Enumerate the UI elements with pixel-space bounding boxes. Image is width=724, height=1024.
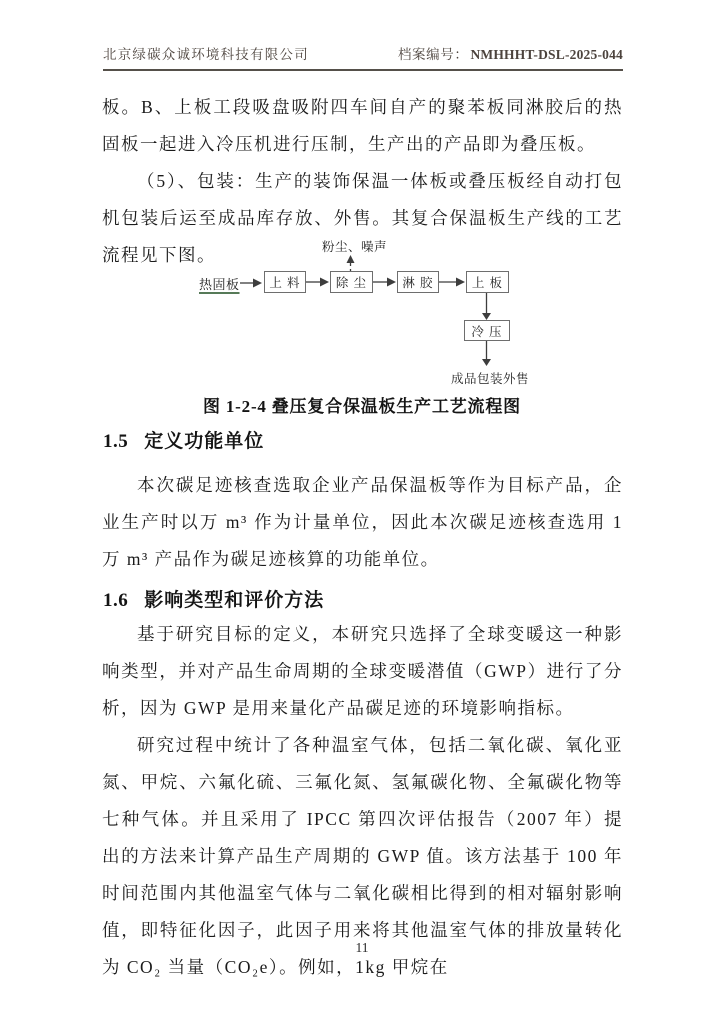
paragraph-gwp: 基于研究目标的定义，本研究只选择了全球变暖这一种影响类型，并对产品生命周期的全球变暖潜值（GWP）进行了分析，因为 GWP 是用来量化产品碳足迹的环境影响指标。 bbox=[102, 624, 623, 718]
flowchart-emission-label: 粉尘、噪声 bbox=[322, 240, 388, 254]
flowchart-step-box-cold-pressing: 冷 压 bbox=[464, 320, 510, 341]
paragraph-functional-unit: 本次碳足迹核查选取企业产品保温板等作为目标产品，企业生产时以万 m³ 作为计量单位，因此本次碳足迹核查选用 1 万 m³ 产品作为碳足迹核算的功能单位。 bbox=[102, 475, 623, 569]
paragraph-packaging: （5）、包装：生产的装饰保温一体板或叠压板经自动打包机包装后运至成品库存放、外售。其复合保温板生产线的工艺流程见下图。 bbox=[102, 171, 623, 265]
section-number: 1.6 bbox=[103, 590, 129, 611]
paragraph-board-continuation: 板。B、上板工段吸盘吸附四车间自产的聚苯板同淋胶后的热固板一起进入冷压机进行压制，生产出的产品即为叠压板。 bbox=[102, 97, 623, 154]
flowchart-step-box-loading: 上 料 bbox=[264, 271, 306, 293]
section-title: 定义功能单位 bbox=[144, 431, 265, 452]
page-header bbox=[103, 46, 623, 71]
doc-number-label: 档案编号： bbox=[397, 47, 469, 62]
section-heading-1-6 bbox=[103, 585, 324, 612]
figure-caption: 图 1-2-4 叠压复合保温板生产工艺流程图 bbox=[203, 397, 521, 416]
section-title: 影响类型和评价方法 bbox=[144, 590, 325, 611]
header-doc-number bbox=[398, 46, 623, 64]
section-heading-1-5 bbox=[103, 426, 264, 453]
section-number: 1.5 bbox=[103, 431, 129, 452]
paragraph-gases: 研究过程中统计了各种温室气体，包括二氧化碳、氧化亚氮、甲烷、六氟化硫、三氟化氮、氢氟碳化物、全氟碳化物等七种气体。并且采用了 IPCC 第四次评估报告（2007 年）提出的方法来计算产品生产周期的 GWP 值。该方法基于 100 年时间范围内其他温室气体与二氧化碳相比得到的相对辐射影响值，即特征化因子，此因子用来将其他温室气体的排放量转化为 CO₂ 当量（CO₂e）。例如，1kg 甲烷在 bbox=[102, 735, 623, 977]
paragraphs-section-1-6 bbox=[102, 616, 623, 986]
flowchart-input-label: 热固板 bbox=[199, 277, 240, 292]
flowchart-output-label: 成品包装外售 bbox=[451, 372, 530, 386]
header-company-name: 北京绿碳众诚环境科技有限公司 bbox=[103, 47, 309, 62]
flowchart-step-box-dedusting: 除 尘 bbox=[330, 271, 373, 293]
doc-number-value: NMHHHT-DSL-2025-044 bbox=[470, 47, 623, 62]
flowchart-step-box-gluing: 淋 胶 bbox=[397, 271, 439, 293]
flowchart-step-box-boarding: 上 板 bbox=[466, 271, 509, 293]
paragraph-functional-unit-wrap bbox=[102, 467, 623, 578]
page-number: 11 bbox=[355, 940, 369, 955]
